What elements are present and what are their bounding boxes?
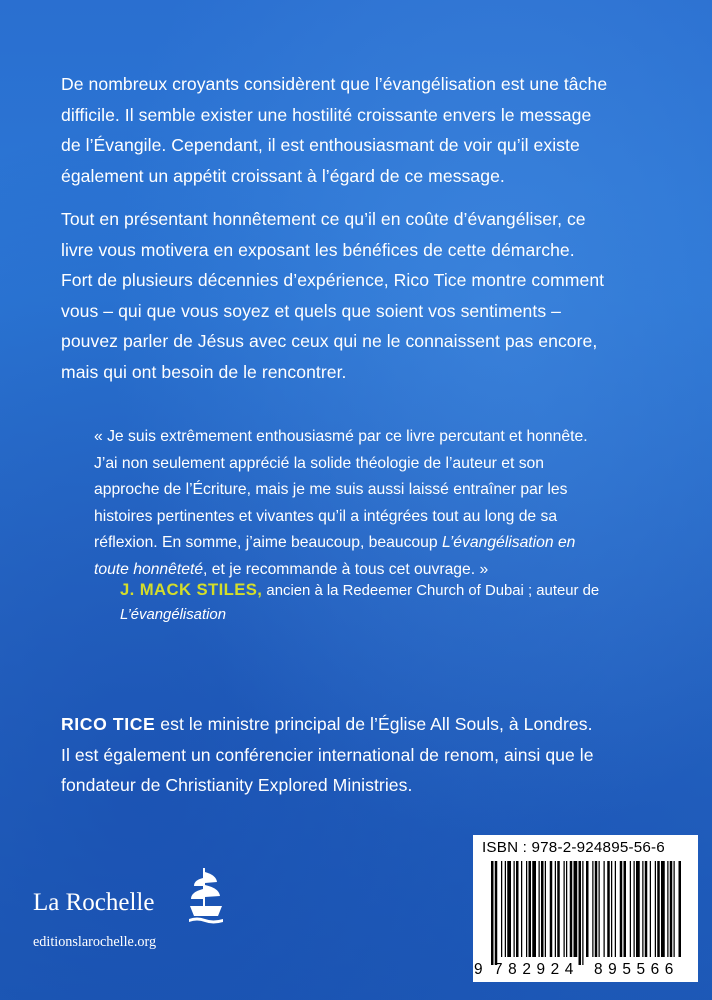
endorser-role: ancien à la Redeemer Church of Dubai ; auteur de (262, 583, 600, 599)
barcode-bar (611, 861, 612, 957)
bio-line: fondateur de Christianity Explored Ministries. (61, 775, 413, 795)
barcode-bar (645, 861, 648, 957)
barcode-bar (624, 861, 627, 957)
barcode-bar (550, 861, 553, 957)
barcode-bar (604, 861, 605, 957)
endorsement-attribution (120, 578, 690, 628)
author-name: RICO TICE (61, 714, 156, 734)
barcode (473, 835, 698, 982)
barcode-bar (667, 861, 668, 957)
publisher-logo-text: La Rochelle (33, 889, 155, 916)
barcode-bar (521, 861, 522, 957)
barcode-bar (529, 861, 532, 957)
barcode-bar (539, 861, 540, 957)
intro-line: de l’Évangile. Cependant, il est enthousiasmant de voir qu’il existe (61, 135, 580, 155)
barcode-bar (532, 861, 536, 957)
quote-line: J’ai non seulement apprécié la solide théologie de l’auteur et son (94, 454, 545, 472)
description-line: mais qui ont besoin de le rencontrer. (61, 361, 347, 382)
barcode-bar (599, 861, 600, 957)
endorser-book: L’évangélisation (120, 607, 226, 624)
barcode-bar (634, 861, 635, 957)
barcode-bar (579, 861, 582, 965)
barcode-bar (491, 861, 494, 965)
book-title: L’évangélisation en (441, 534, 576, 552)
bio-line: est le ministre principal de l’Église All Souls, à Londres. (155, 714, 593, 734)
barcode-bar (516, 861, 519, 957)
barcode-bars (479, 861, 692, 965)
barcode-bar (650, 861, 651, 957)
barcode-bar (507, 861, 511, 957)
intro-line: difficile. Il semble exister une hostilité croissante envers le message (61, 104, 592, 125)
barcode-bar (620, 861, 623, 957)
barcode-bar (545, 861, 546, 957)
barcode-bar (505, 861, 506, 957)
barcode-bar (679, 861, 682, 957)
description-line: Fort de plusieurs décennies d’expérience, Rico Tice montre comment (61, 270, 605, 290)
ean-first-digit: 9 (474, 961, 483, 978)
description-line: vous – qui que vous soyez et quels que soient vos sentiments – (61, 300, 561, 321)
ship-icon (188, 866, 224, 926)
author-bio (61, 709, 661, 801)
barcode-bar (574, 861, 578, 957)
barcode-bar (661, 861, 665, 957)
barcode-bar (674, 861, 675, 957)
ean-group-left: 782924 (494, 961, 579, 978)
endorsement-quote (94, 424, 694, 584)
barcode-bar (615, 861, 616, 957)
barcode-bar (501, 861, 502, 957)
ean-group-right: 895566 (594, 961, 679, 978)
publisher-url: editionslarochelle.org (33, 934, 157, 950)
barcode-bar (657, 861, 660, 957)
quote-line: , et je recommande à tous cet ouvrage. » (203, 560, 489, 578)
barcode-bar (636, 861, 640, 957)
barcode-bar (630, 861, 631, 957)
barcode-bar (541, 861, 544, 957)
barcode-bar (607, 861, 610, 957)
barcode-bar (514, 861, 515, 957)
quote-line: histoires pertinentes et vivantes qu’il a intégrées tout au long de sa (94, 507, 558, 525)
description-line: livre vous motivera en exposant les bénéfices de cette démarche. (61, 239, 575, 260)
barcode-bar (570, 861, 573, 957)
barcode-bar (566, 861, 567, 957)
description-line: Tout en présentant honnêtement ce qu’il en coûte d’évangéliser, ce (61, 209, 586, 229)
barcode-bar (555, 861, 556, 957)
description-paragraph (61, 204, 661, 387)
quote-line: approche de l’Écriture, mais je me suis aussi laissé entraîner par les (94, 481, 568, 499)
quote-line: « Je suis extrêmement enthousiasmé par ce livre percutant et honnête. (94, 428, 588, 445)
barcode-bar (526, 861, 527, 957)
quote-line: réflexion. En somme, j’aime beaucoup, beaucoup (94, 534, 442, 552)
intro-paragraph (61, 69, 661, 191)
book-title: toute honnêteté (94, 560, 204, 578)
barcode-bar (582, 861, 583, 965)
barcode-bar (557, 861, 560, 957)
barcode-bar (655, 861, 656, 957)
barcode-bar (586, 861, 589, 957)
barcode-bar (642, 861, 643, 957)
intro-line: également un appétit croissant à l’égard de ce message. (61, 165, 505, 186)
barcode-bar (495, 861, 498, 965)
intro-line: De nombreux croyants considèrent que l’évangélisation est une tâche (61, 74, 608, 94)
bio-line: Il est également un conférencier international de renom, ainsi que le (61, 744, 594, 765)
barcode-bar (592, 861, 593, 957)
endorser-name: J. MACK STILES, (120, 580, 263, 599)
description-line: pouvez parler de Jésus avec ceux qui ne le connaissent pas encore, (61, 331, 598, 351)
barcode-bar (670, 861, 673, 957)
barcode-bar (595, 861, 598, 957)
isbn-label: ISBN : 978-2-924895-56-6 (482, 839, 665, 856)
barcode-bar (564, 861, 565, 957)
